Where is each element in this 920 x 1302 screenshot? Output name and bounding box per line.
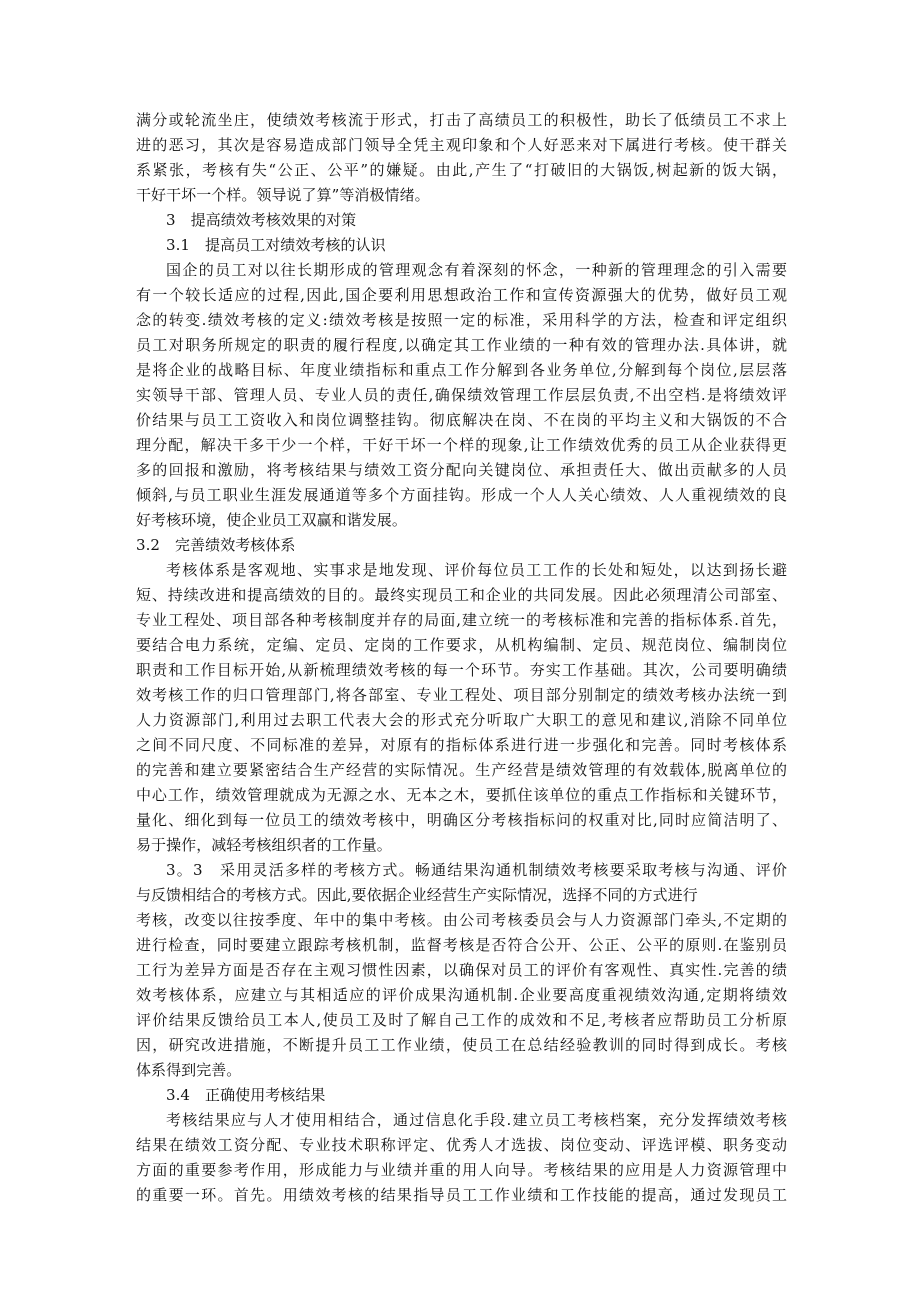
text-line: 3.4 正确使用考核结果 (166, 1086, 326, 1104)
text-line: 系紧张，考核有失“公正、公平”的嫌疑。由此,产生了“打破旧的大锅饭,树起新的饭大锅， (136, 161, 787, 179)
text-line: 工行为差异方面是否存在主观习惯性因素，以确保对员工的评价有客观性、真实性.完善的绩 (136, 961, 787, 979)
text-line: 好考核环境，使企业员工双赢和谐发展。 (136, 511, 407, 529)
text-line: 进行检查，同时要建立跟踪考核机制，监督考核是否符合公开、公正、公平的原则.在鉴别员 (136, 936, 787, 954)
text-line: 3.1 提高员工对绩效考核的认识 (166, 236, 386, 254)
text-line: 评价结果反馈给员工本人,使员工及时了解自己工作的成效和不足,考核者应帮助员工分析原 (136, 1011, 787, 1029)
text-line: 与反馈相结合的考核方式。因此,要依据企业经营生产实际情况，选择不同的方式进行 (136, 886, 698, 904)
text-line: 人力资源部门,利用过去职工代表大会的形式充分听取广大职工的意见和建议,消除不同单位 (136, 711, 787, 729)
text-line: 考核体系是客观地、实事求是地发现、评价每位员工工作的长处和短处，以达到扬长避 (166, 561, 787, 579)
text-line: 多的回报和激励，将考核结果与绩效工资分配向关键岗位、承担责任大、做出贡献多的人员 (136, 461, 787, 479)
text-line: 因，研究改进措施，不断提升员工工作业绩，使员工在总结经验教训的同时得到成长。考核 (136, 1036, 787, 1054)
text-line: 效考核体系，应建立与其相适应的评价成果沟通机制.企业要高度重视绩效沟通,定期将绩效 (136, 986, 787, 1004)
text-line: 倾斜,与员工职业生涯发展通道等多个方面挂钩。形成一个人人关心绩效、人人重视绩效的良 (136, 486, 787, 504)
text-line: 中心工作，绩效管理就成为无源之水、无本之木，要抓住该单位的重点工作指标和关键环节， (136, 786, 787, 804)
text-line: 职责和工作目标开始,从新梳理绩效考核的每一个环节。夯实工作基础。其次，公司要明确绩 (136, 661, 787, 679)
text-line: 是将企业的战略目标、年度业绩指标和重点工作分解到各业务单位,分解到每个岗位,层层落 (136, 361, 787, 379)
text-line: 价结果与员工工资收入和岗位调整挂钩。彻底解决在岗、不在岗的平均主义和大锅饭的不合 (136, 411, 787, 429)
text-line: 易于操作，减轻考核组织者的工作量。 (136, 836, 392, 854)
text-line: 实领导干部、管理人员、专业人员的责任,确保绩效管理工作层层负责,不出空档.是将绩效评 (136, 386, 787, 404)
text-line: 量化、细化到每一位员工的绩效考核中，明确区分考核指标问的权重对比,同时应简洁明了、 (136, 811, 787, 829)
text-line: 专业工程处、项目部各种考核制度并存的局面,建立统一的考核标准和完善的指标体系.首先， (136, 611, 787, 629)
text-line: 效考核工作的归口管理部门,将各部室、专业工程处、项目部分别制定的绩效考核办法统一到 (136, 686, 787, 704)
text-line: 的完善和建立要紧密结合生产经营的实际情况。生产经营是绩效管理的有效载体,脱离单位的 (136, 761, 787, 779)
text-line: 短、持续改进和提高绩效的目的。最终实现员工和企业的共同发展。因此必须理清公司部室、 (136, 586, 787, 604)
text-line: 方面的重要参考作用，形成能力与业绩并重的用人向导。考核结果的应用是人力资源管理中 (136, 1161, 787, 1179)
document-page (136, 108, 787, 1208)
text-line: 体系得到完善。 (136, 1061, 242, 1079)
text-line: 之间不同尺度、不同标准的差异，对原有的指标体系进行进一步强化和完善。同时考核体系 (136, 736, 787, 754)
text-line: 念的转变.绩效考核的定义:绩效考核是按照一定的标准，采用科学的方法，检查和评定组织 (136, 311, 787, 329)
text-line: 的重要一环。首先。用绩效考核的结果指导员工工作业绩和工作技能的提高，通过发现员工 (136, 1186, 787, 1204)
text-line: 有一个较长适应的过程,因此,国企要利用思想政治工作和宣传资源强大的优势，做好员工观 (136, 286, 787, 304)
text-line: 进的恶习，其次是容易造成部门领导全凭主观印象和个人好恶来对下属进行考核。使干群关 (136, 136, 787, 154)
text-line: 考核结果应与人才使用相结合，通过信息化手段.建立员工考核档案，充分发挥绩效考核 (166, 1111, 787, 1129)
text-line: 干好干坏一个样。领导说了算”等消极情绪。 (136, 186, 430, 204)
text-line: 国企的员工对以往长期形成的管理观念有着深刻的怀念，一种新的管理理念的引入需要 (166, 261, 787, 279)
text-line: 要结合电力系统，定编、定员、定岗的工作要求，从机构编制、定员、规范岗位、编制岗位 (136, 636, 787, 654)
text-line: 3.2 完善绩效考核体系 (136, 536, 296, 554)
text-line: 员工对职务所规定的职责的履行程度,以确定其工作业绩的一种有效的管理办法.具体讲，就 (136, 336, 787, 354)
text-line: 满分或轮流坐庄，使绩效考核流于形式，打击了高绩员工的积极性，助长了低绩员工不求上 (136, 111, 787, 129)
text-line: 3。3 采用灵活多样的考核方式。畅通结果沟通机制绩效考核要采取考核与沟通、评价 (166, 861, 787, 879)
text-line: 理分配，解决干多干少一个样，干好干坏一个样的现象,让工作绩效优秀的员工从企业获得更 (136, 436, 787, 454)
text-line: 3 提高绩效考核效果的对策 (166, 211, 357, 229)
text-line: 结果在绩效工资分配、专业技术职称评定、优秀人才选拔、岗位变动、评选评模、职务变动 (136, 1136, 787, 1154)
text-line: 考核，改变以往按季度、年中的集中考核。由公司考核委员会与人力资源部门牵头,不定期的 (136, 911, 787, 929)
